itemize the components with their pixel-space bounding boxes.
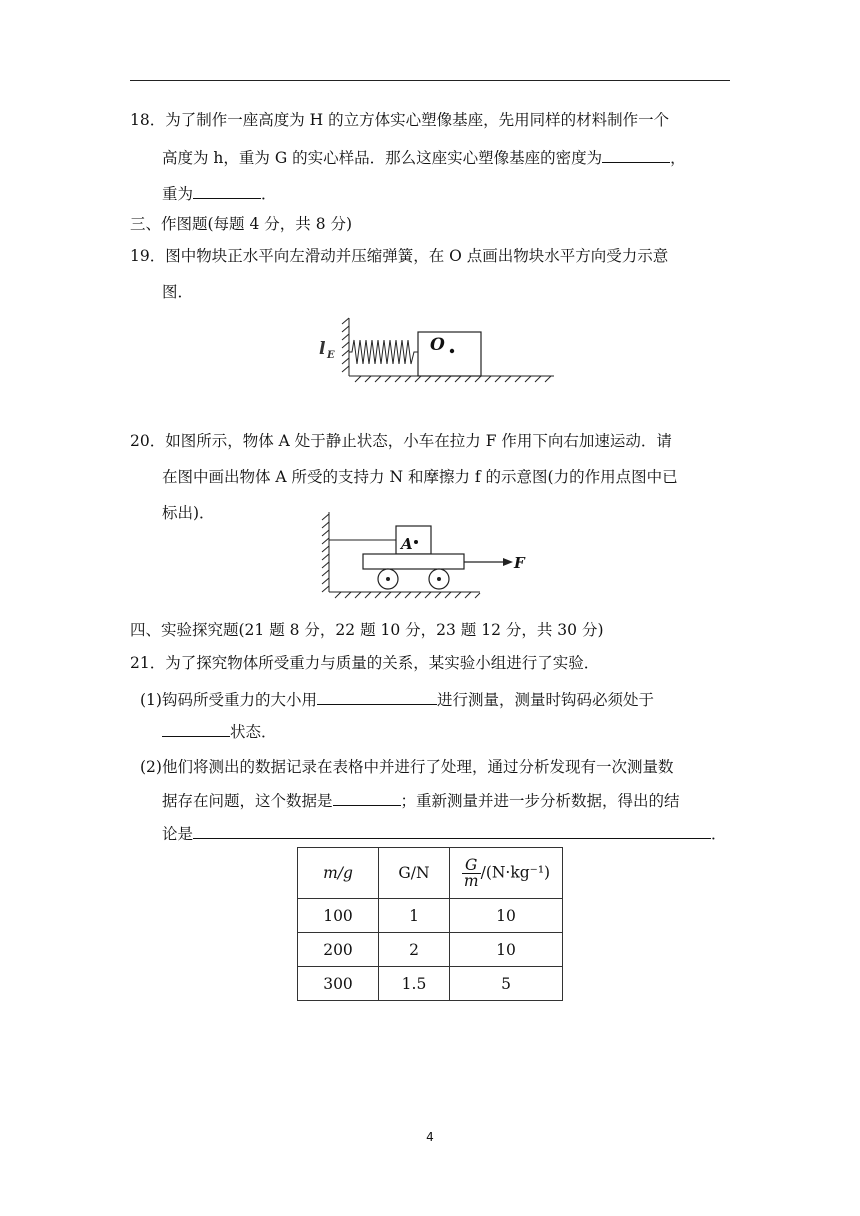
- cart-block-figure: [310, 506, 540, 602]
- wall-label: l: [319, 339, 326, 359]
- q19-line2: 图．: [162, 283, 194, 301]
- q21-part2-line2: [162, 790, 680, 811]
- block-a-point: [414, 540, 418, 544]
- answer-blank-bad-data[interactable]: [333, 790, 401, 806]
- table-cell: 200: [298, 933, 379, 967]
- q18-comma: ，: [670, 149, 686, 167]
- table-cell: 1: [379, 899, 450, 933]
- q18-line3-text: 重为: [162, 185, 194, 203]
- q18-line1: 18．为了制作一座高度为 H 的立方体实心塑像基座，先用同样的材料制作一个: [130, 111, 670, 129]
- q20-line2: 在图中画出物体 A 所受的支持力 N 和摩擦力 f 的示意图(力的作用点图中已: [162, 468, 678, 486]
- sliding-block: [418, 332, 481, 376]
- point-o-dot: [450, 349, 454, 353]
- ground-hatching: [349, 376, 554, 382]
- block-a-label: A: [401, 535, 413, 553]
- wall-hatching: [342, 318, 349, 376]
- q18-period: ．: [261, 185, 277, 203]
- q21-part2-text-c: ；重新测量并进一步分析数据，得出的结: [400, 792, 680, 810]
- table-cell: 300: [298, 967, 379, 1001]
- ground-hatching: [329, 592, 480, 598]
- header-rule: [130, 80, 730, 81]
- spring-block-figure: [300, 312, 570, 388]
- answer-blank-density[interactable]: [602, 147, 670, 163]
- cart-body: [363, 554, 464, 569]
- q18-line2-text: 高度为 h，重为 G 的实心样品．那么这座实心塑像基座的密度为: [162, 149, 603, 167]
- ratio-fraction: $\frac{G}{m}$: [463, 855, 479, 890]
- pull-force-arrowhead: [503, 558, 513, 566]
- answer-blank-state[interactable]: [162, 721, 230, 737]
- q20-line3: 标出)．: [162, 504, 215, 522]
- q21-part2-line1: (2)他们将测出的数据记录在表格中并进行了处理，通过分析发现有一次测量数: [140, 758, 674, 776]
- compressed-spring: [349, 340, 418, 364]
- table-cell: 10: [450, 899, 563, 933]
- q21-part1-text-b: 进行测量，测量时钩码必须处于: [436, 691, 654, 709]
- q18-line2: [162, 147, 686, 168]
- table-row: [298, 967, 563, 1001]
- q21-line1: 21．为了探究物体所受重力与质量的关系，某实验小组进行了实验．: [130, 654, 600, 672]
- wall-label-subscript: E: [327, 350, 335, 361]
- q21-part1-line1: [140, 689, 654, 710]
- wall-hatching: [322, 512, 329, 592]
- q21-part2-text-b: 据存在问题，这个数据是: [162, 792, 333, 810]
- table-header-row: [298, 848, 563, 899]
- table-cell: 2: [379, 933, 450, 967]
- force-f-label: F: [514, 554, 525, 572]
- answer-blank-instrument[interactable]: [317, 689, 437, 705]
- table-cell: 5: [450, 967, 563, 1001]
- data-table: [297, 847, 563, 1001]
- q21-part1-text-a: (1)钩码所受重力的大小用: [140, 691, 317, 709]
- section-4-heading: 四、实验探究题(21 题 8 分，22 题 10 分，23 题 12 分，共 30 分): [130, 621, 604, 639]
- table-cell: 10: [450, 933, 563, 967]
- q18-line3: [162, 183, 277, 204]
- cart-wheel-left: [378, 569, 398, 589]
- q21-part2-text-e: ．: [711, 825, 727, 843]
- table-header-weight: G/N: [379, 848, 450, 899]
- section-3-heading: 三、作图题(每题 4 分，共 8 分): [130, 215, 353, 233]
- table-header-ratio: $\frac{G}{m}$ /(N·kg⁻¹): [450, 848, 563, 899]
- table-cell: 100: [298, 899, 379, 933]
- table-row: [298, 899, 563, 933]
- q21-part1-line2: [162, 721, 277, 742]
- table-header-mass: m/g: [298, 848, 379, 899]
- q21-part2-line3: [162, 823, 727, 844]
- q20-line1: 20．如图所示，物体 A 处于静止状态，小车在拉力 F 作用下向右加速运动．请: [130, 432, 672, 450]
- q21-part2-text-d: 论是: [162, 825, 194, 843]
- point-o-label: O: [430, 335, 445, 355]
- table-row: [298, 933, 563, 967]
- q19-line1: 19．图中物块正水平向左滑动并压缩弹簧，在 O 点画出物块水平方向受力示意: [130, 247, 669, 265]
- q21-part1-text-c: 状态．: [230, 723, 277, 741]
- table-cell: 1.5: [379, 967, 450, 1001]
- answer-blank-weight[interactable]: [193, 183, 261, 199]
- answer-blank-conclusion[interactable]: [193, 823, 711, 839]
- page-number: 4: [426, 1130, 434, 1144]
- cart-wheel-right: [429, 569, 449, 589]
